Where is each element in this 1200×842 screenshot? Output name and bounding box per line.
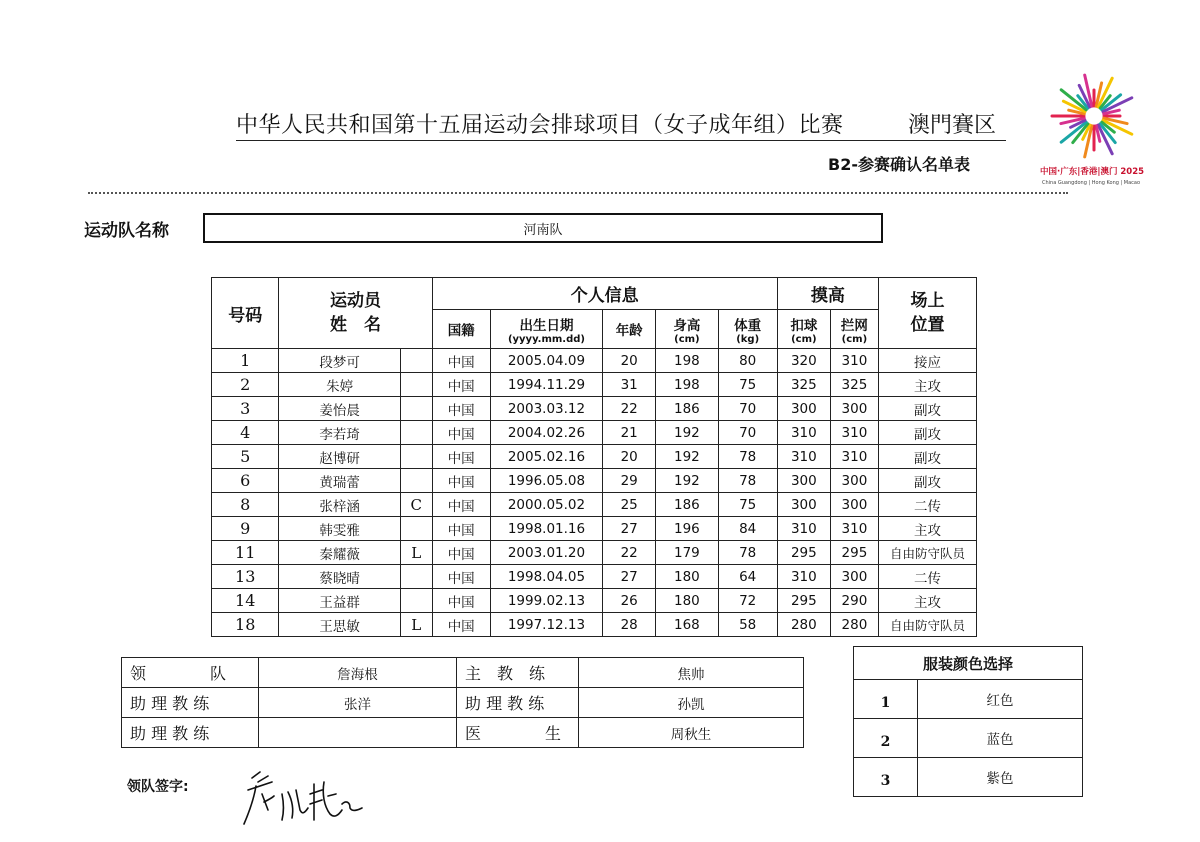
staff-row <box>122 658 804 688</box>
player-role-mark <box>400 469 432 493</box>
uniform-option-color: 蓝色 <box>918 719 1083 758</box>
player-role-mark <box>400 517 432 541</box>
player-number: 1 <box>212 349 279 373</box>
header-reach: 摸高 <box>777 278 878 310</box>
player-spike-reach: 300 <box>777 493 830 517</box>
form-subtitle: B2-参赛确认名单表 <box>828 155 970 174</box>
player-position: 接应 <box>878 349 976 373</box>
header-number: 号码 <box>212 278 279 349</box>
player-weight: 84 <box>718 517 777 541</box>
player-spike-reach: 295 <box>777 541 830 565</box>
player-nationality: 中国 <box>432 565 490 589</box>
player-spike-reach: 310 <box>777 421 830 445</box>
player-age: 26 <box>603 589 656 613</box>
player-name: 李若琦 <box>279 421 401 445</box>
header-weight-unit: (kg) <box>736 333 760 345</box>
header-spike-unit: (cm) <box>791 333 817 345</box>
uniform-option-color: 紫色 <box>918 758 1083 797</box>
header-spike-label: 扣球 <box>790 317 818 334</box>
player-weight: 75 <box>718 373 777 397</box>
player-number: 5 <box>212 445 279 469</box>
signature-icon <box>238 764 368 830</box>
uniform-color-table <box>853 646 1083 797</box>
player-name: 张梓涵 <box>279 493 401 517</box>
games-logo-icon <box>1036 60 1152 190</box>
player-position: 副攻 <box>878 445 976 469</box>
player-position: 副攻 <box>878 421 976 445</box>
player-nationality: 中国 <box>432 445 490 469</box>
staff-name-value: 孙凯 <box>579 688 804 718</box>
player-block-reach: 295 <box>830 541 878 565</box>
player-number: 14 <box>212 589 279 613</box>
team-name-value: 河南队 <box>523 222 563 238</box>
player-number: 9 <box>212 517 279 541</box>
player-role-mark: L <box>400 541 432 565</box>
player-weight: 58 <box>718 613 777 637</box>
player-position: 主攻 <box>878 517 976 541</box>
player-birth-date: 1997.12.13 <box>490 613 602 637</box>
staff-role-label: 助 理 教 练 <box>122 718 259 748</box>
player-weight: 72 <box>718 589 777 613</box>
player-role-mark <box>400 349 432 373</box>
player-birth-date: 2004.02.26 <box>490 421 602 445</box>
player-birth-date: 1996.05.08 <box>490 469 602 493</box>
player-spike-reach: 310 <box>777 517 830 541</box>
player-spike-reach: 325 <box>777 373 830 397</box>
player-name: 朱婷 <box>279 373 401 397</box>
header-player-bottom: 姓 名 <box>330 315 381 335</box>
player-weight: 64 <box>718 565 777 589</box>
staff-row <box>122 718 804 748</box>
player-height: 192 <box>656 469 718 493</box>
table-row <box>212 589 977 613</box>
player-number: 18 <box>212 613 279 637</box>
player-role-mark <box>400 421 432 445</box>
player-name: 姜怡晨 <box>279 397 401 421</box>
staff-table <box>121 657 804 748</box>
title-underline <box>236 140 1006 141</box>
player-birth-date: 2003.03.12 <box>490 397 602 421</box>
player-weight: 70 <box>718 421 777 445</box>
table-row <box>212 613 977 637</box>
player-spike-reach: 310 <box>777 445 830 469</box>
table-row <box>212 373 977 397</box>
player-height: 186 <box>656 397 718 421</box>
table-row <box>212 565 977 589</box>
player-block-reach: 300 <box>830 493 878 517</box>
staff-role-label: 主 教 练 <box>457 658 579 688</box>
player-number: 6 <box>212 469 279 493</box>
uniform-option-number: 1 <box>854 680 918 719</box>
player-age: 28 <box>603 613 656 637</box>
player-birth-date: 2000.05.02 <box>490 493 602 517</box>
player-birth-date: 1999.02.13 <box>490 589 602 613</box>
staff-name-value <box>259 718 457 748</box>
header-weight-label: 体重 <box>734 317 762 334</box>
staff-name-value: 詹海根 <box>259 658 457 688</box>
player-position: 自由防守队员 <box>878 541 976 565</box>
staff-role-label: 助 理 教 练 <box>122 688 259 718</box>
header-birth <box>490 310 602 349</box>
player-position: 副攻 <box>878 397 976 421</box>
uniform-color-option <box>854 719 1083 758</box>
player-age: 27 <box>603 517 656 541</box>
uniform-option-number: 3 <box>854 758 918 797</box>
table-row <box>212 541 977 565</box>
staff-row <box>122 688 804 718</box>
player-height: 198 <box>656 349 718 373</box>
uniform-color-title: 服装颜色选择 <box>854 647 1083 680</box>
player-birth-date: 2005.02.16 <box>490 445 602 469</box>
player-age: 29 <box>603 469 656 493</box>
header-height <box>656 310 718 349</box>
player-role-mark <box>400 397 432 421</box>
player-age: 22 <box>603 541 656 565</box>
header-birth-format: (yyyy.mm.dd) <box>507 333 585 345</box>
header-position-top: 场上 <box>910 291 945 311</box>
player-name: 黄瑞蕾 <box>279 469 401 493</box>
player-name: 王益群 <box>279 589 401 613</box>
player-height: 168 <box>656 613 718 637</box>
team-name-label: 运动队名称 <box>84 221 169 241</box>
table-row <box>212 421 977 445</box>
player-name: 段梦可 <box>279 349 401 373</box>
player-number: 3 <box>212 397 279 421</box>
player-number: 4 <box>212 421 279 445</box>
player-nationality: 中国 <box>432 493 490 517</box>
player-name: 蔡晓晴 <box>279 565 401 589</box>
player-position: 二传 <box>878 565 976 589</box>
player-birth-date: 1998.01.16 <box>490 517 602 541</box>
staff-role-label: 医 生 <box>457 718 579 748</box>
player-height: 180 <box>656 589 718 613</box>
player-spike-reach: 280 <box>777 613 830 637</box>
player-birth-date: 1994.11.29 <box>490 373 602 397</box>
roster-table <box>211 277 977 637</box>
player-number: 13 <box>212 565 279 589</box>
header-block-label: 拦网 <box>840 317 868 334</box>
player-birth-date: 2003.01.20 <box>490 541 602 565</box>
player-age: 22 <box>603 397 656 421</box>
player-number: 8 <box>212 493 279 517</box>
page-title: 中华人民共和国第十五届运动会排球项目（女子成年组）比赛 <box>236 113 844 138</box>
header-age: 年龄 <box>603 310 656 349</box>
player-name: 赵博研 <box>279 445 401 469</box>
player-number: 11 <box>212 541 279 565</box>
uniform-option-number: 2 <box>854 719 918 758</box>
uniform-color-option <box>854 680 1083 719</box>
player-number: 2 <box>212 373 279 397</box>
header-position-bottom: 位置 <box>910 315 945 335</box>
table-row <box>212 469 977 493</box>
player-nationality: 中国 <box>432 613 490 637</box>
header-personal-info: 个人信息 <box>432 278 777 310</box>
table-row <box>212 493 977 517</box>
player-name: 韩雯雅 <box>279 517 401 541</box>
table-row <box>212 445 977 469</box>
player-height: 192 <box>656 421 718 445</box>
player-position: 自由防守队员 <box>878 613 976 637</box>
header-divider <box>88 192 1068 194</box>
player-nationality: 中国 <box>432 349 490 373</box>
player-nationality: 中国 <box>432 541 490 565</box>
player-role-mark <box>400 445 432 469</box>
header-height-unit: (cm) <box>674 333 700 345</box>
uniform-option-color: 红色 <box>918 680 1083 719</box>
player-age: 27 <box>603 565 656 589</box>
player-name: 秦耀薇 <box>279 541 401 565</box>
uniform-color-option <box>854 758 1083 797</box>
player-height: 180 <box>656 565 718 589</box>
table-row <box>212 397 977 421</box>
header-player-top: 运动员 <box>330 291 381 311</box>
player-nationality: 中国 <box>432 397 490 421</box>
player-weight: 75 <box>718 493 777 517</box>
player-role-mark <box>400 589 432 613</box>
logo-text-icon: 中国·广东|香港|澳门 2025 <box>1040 167 1145 177</box>
player-weight: 70 <box>718 397 777 421</box>
player-name: 王思敏 <box>279 613 401 637</box>
staff-name-value: 焦帅 <box>579 658 804 688</box>
player-spike-reach: 320 <box>777 349 830 373</box>
player-position: 副攻 <box>878 469 976 493</box>
header-block-unit: (cm) <box>841 333 868 345</box>
player-block-reach: 300 <box>830 565 878 589</box>
player-nationality: 中国 <box>432 421 490 445</box>
player-weight: 78 <box>718 445 777 469</box>
player-age: 25 <box>603 493 656 517</box>
player-weight: 80 <box>718 349 777 373</box>
player-block-reach: 310 <box>830 445 878 469</box>
player-role-mark <box>400 373 432 397</box>
header-block <box>830 310 878 349</box>
header-height-label: 身高 <box>673 317 701 334</box>
player-spike-reach: 300 <box>777 397 830 421</box>
player-height: 186 <box>656 493 718 517</box>
player-age: 20 <box>603 445 656 469</box>
player-block-reach: 325 <box>830 373 878 397</box>
player-height: 196 <box>656 517 718 541</box>
player-nationality: 中国 <box>432 517 490 541</box>
player-block-reach: 300 <box>830 469 878 493</box>
region-title: 澳門賽区 <box>908 113 997 138</box>
player-nationality: 中国 <box>432 469 490 493</box>
player-weight: 78 <box>718 541 777 565</box>
player-age: 21 <box>603 421 656 445</box>
table-row <box>212 517 977 541</box>
player-birth-date: 1998.04.05 <box>490 565 602 589</box>
player-block-reach: 310 <box>830 517 878 541</box>
player-position: 主攻 <box>878 589 976 613</box>
player-nationality: 中国 <box>432 589 490 613</box>
player-weight: 78 <box>718 469 777 493</box>
player-block-reach: 280 <box>830 613 878 637</box>
player-age: 20 <box>603 349 656 373</box>
player-block-reach: 290 <box>830 589 878 613</box>
player-block-reach: 310 <box>830 421 878 445</box>
staff-role-label: 领 队 <box>122 658 259 688</box>
player-birth-date: 2005.04.09 <box>490 349 602 373</box>
player-age: 31 <box>603 373 656 397</box>
staff-name-value: 张洋 <box>259 688 457 718</box>
staff-name-value: 周秋生 <box>579 718 804 748</box>
header-weight <box>718 310 777 349</box>
header-position <box>878 278 976 349</box>
header-spike <box>777 310 830 349</box>
player-height: 198 <box>656 373 718 397</box>
player-block-reach: 310 <box>830 349 878 373</box>
signature-label: 领队签字: <box>127 779 189 795</box>
staff-role-label: 助 理 教 练 <box>457 688 579 718</box>
header-nationality: 国籍 <box>432 310 490 349</box>
player-spike-reach: 295 <box>777 589 830 613</box>
header-player <box>279 278 432 349</box>
player-spike-reach: 300 <box>777 469 830 493</box>
player-height: 179 <box>656 541 718 565</box>
player-block-reach: 300 <box>830 397 878 421</box>
player-nationality: 中国 <box>432 373 490 397</box>
player-role-mark <box>400 565 432 589</box>
player-spike-reach: 310 <box>777 565 830 589</box>
player-position: 二传 <box>878 493 976 517</box>
table-row <box>212 349 977 373</box>
player-height: 192 <box>656 445 718 469</box>
player-position: 主攻 <box>878 373 976 397</box>
logo-subtext-icon: China Guangdong | Hong Kong | Macao <box>1042 180 1141 186</box>
player-role-mark: C <box>400 493 432 517</box>
header-birth-label: 出生日期 <box>519 317 574 334</box>
player-role-mark: L <box>400 613 432 637</box>
team-name-field[interactable] <box>203 213 883 243</box>
